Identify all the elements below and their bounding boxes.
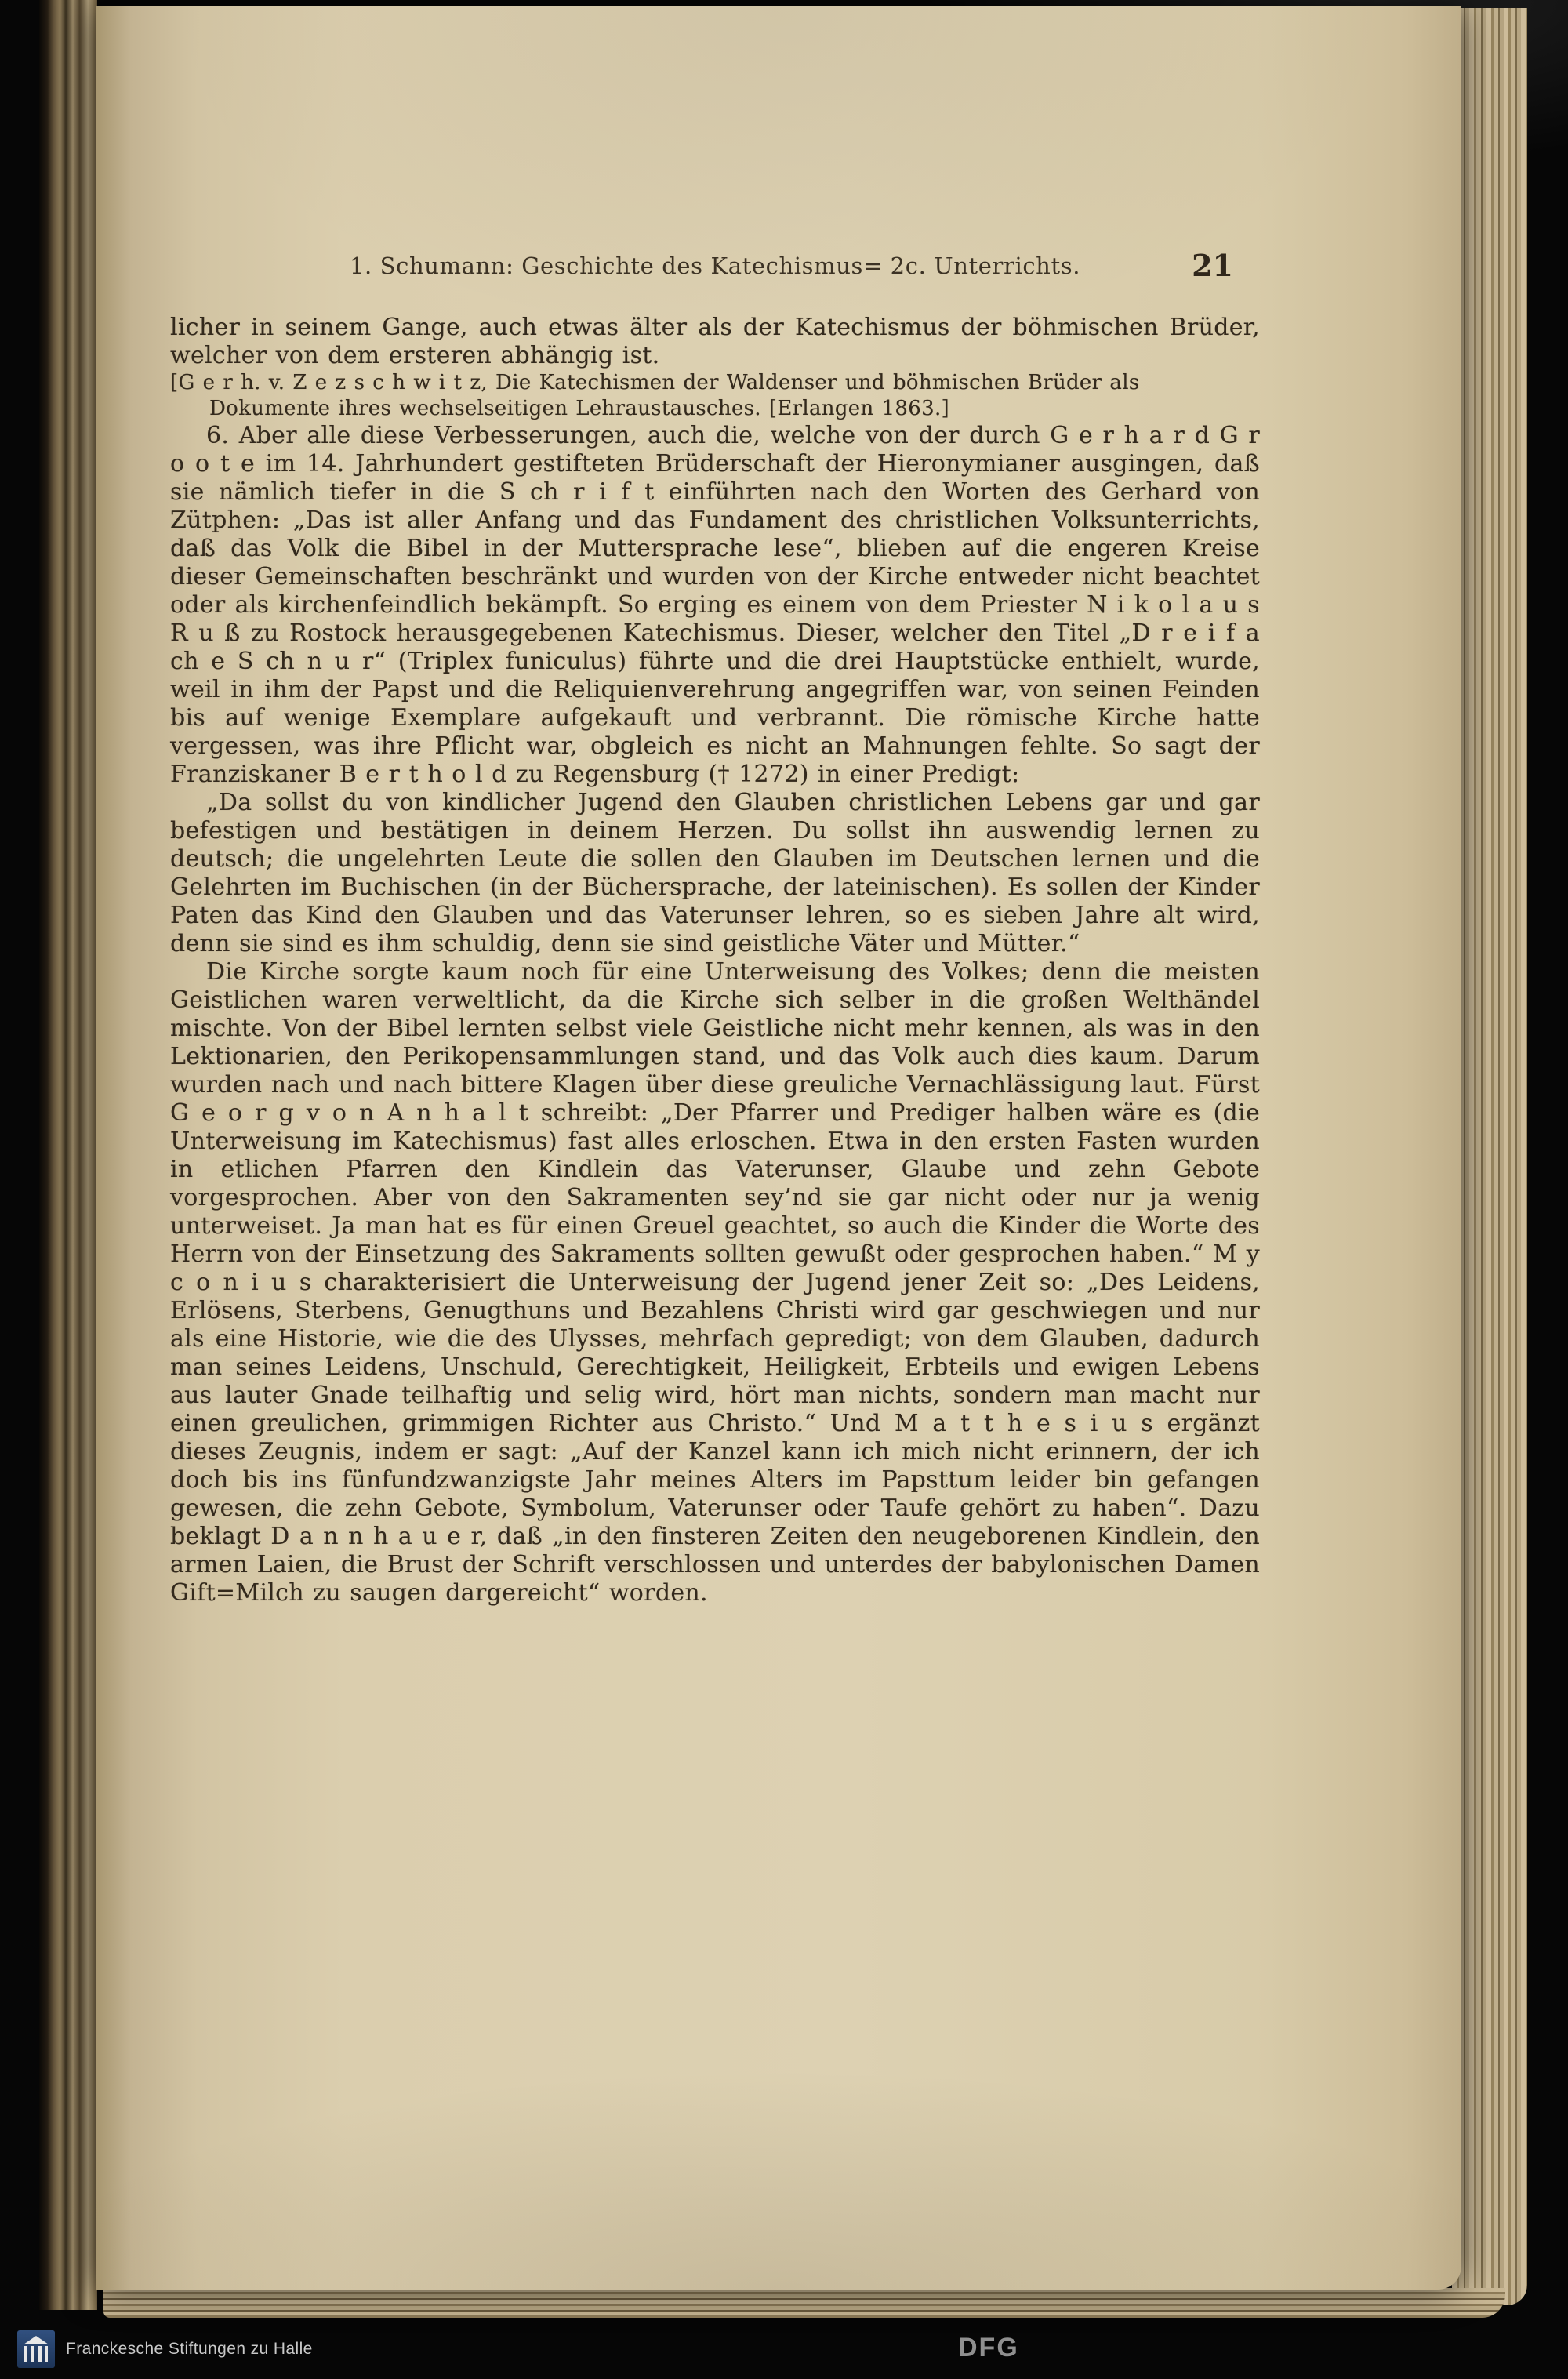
scan-footer-bar (0, 2318, 1568, 2379)
book-gutter-edge (39, 0, 97, 2310)
footer-institution-label: Franckesche Stiftungen zu Halle (66, 2340, 313, 2358)
footer-institution (17, 2330, 313, 2368)
dfg-logo: DFG (958, 2333, 1019, 2363)
logo-pillars-shape (24, 2346, 48, 2362)
running-head-title: 1. Schumann: Geschichte des Katechismus= 2c. Unterrichts. (349, 252, 1081, 279)
paragraph-berthold-quote: „Da sollst du von kindlicher Jugend den Glauben christlichen Lebens gar und gar befestigen und bestätigen in deinem Herzen. Du sollst ihn auswendig lernen zu deutsch; die ungelehrten Leute die sollen den Glauben im Deutschen lernen und die Gelehrten im Buchischen (in der Büchersprache, der lateinischen). Es sollen der Kinder Paten das Kind den Glauben und das Vaterunser lehren, so es sieben Jahre alt wird, denn sie sind es ihm schuldig, denn sie sind geistliche Väter und Mütter.“ (170, 789, 1260, 957)
running-head (170, 248, 1260, 283)
page-fore-edge-stack (1452, 8, 1527, 2305)
paragraph-continuation: licher in seinem Gange, auch etwas älter als der Katechismus der böhmischen Brüder, welcher von dem ersteren abhängig ist. (170, 314, 1260, 369)
body-text-block (170, 314, 1260, 1607)
paragraph-bibliographic-note: [G e r h. v. Z e z s c h w i t z, Die Katechismen der Waldenser und böhmischen Brüder als Dokumente ihres wechselseitigen Lehraustausches. [Erlangen 1863.] (170, 371, 1140, 420)
paragraph-final: Die Kirche sorgte kaum noch für eine Unterweisung des Volkes; denn die meisten Geistlichen waren verweltlicht, da die Kirche sich selber in die großen Welthändel mischte. Von der Bibel lernten selbst viele Geistliche nicht mehr kennen, als was in den Lektionarien, den Perikopensammlungen stand, und das Volk auch dies kaum. Darum wurden nach und nach bittere Klagen über diese greuliche Vernachlässigung laut. Fürst G e o r g v o n A n h a l t schreibt: „Der Pfarrer und Prediger halben wäre es (die Unterweisung im Katechismus) fast alles erloschen. Etwa in den ersten Fasten wurden in etlichen Pfarren den Kindlein das Vaterunser, Glaube und zehn Gebote vorgesprochen. Aber von den Sakramenten sey’nd sie gar nicht oder nur ja wenig unterweiset. Ja man hat es für einen Greuel geachtet, so auch die Kinder die Worte des Herrn von der Einsetzung des Sakraments sollten gewußt oder gesprochen haben.“ M y c o n i u s charakterisiert die Unterweisung der Jugend jener Zeit so: „Des Leidens, Erlösens, Sterbens, Genugthuns und Bezahlens Christi wird gar geschwiegen und nur als eine Historie, wie die des Ulysses, mehrfach gepredigt; von dem Glauben, dadurch man seines Leidens, Unschuld, Gerechtigkeit, Heiligkeit, Erbteils und ewigen Lebens aus lauter Gnade teilhaftig und selig wird, hört man nichts, sondern man macht nur einen greulichen, grimmigen Richter aus Christo.“ Und M a t t h e s i u s ergänzt dieses Zeugnis, indem er sagt: „Auf der Kanzel kann ich mich nicht erinnern, der ich doch bis ins fünfundzwanzigste Jahr meines Alters im Papsttum leider bin gefangen gewesen, die zehn Gebote, Symbolum, Vaterunser oder Taufe gehört zu haben“. Dazu beklagt D a n n h a u e r, daß „in den finsteren Zeiten den neugeborenen Kindlein, den armen Laien, die Brust der Schrift verschlossen und unterdes der babylonischen Damen Gift=Milch zu saugen dargereicht“ worden. (170, 958, 1260, 1607)
page-bottom-edge-stack (103, 2288, 1505, 2318)
page-number: 21 (1192, 248, 1233, 283)
logo-roof-shape (24, 2336, 49, 2344)
franckesche-stiftungen-logo-icon (17, 2330, 55, 2368)
paragraph-section-6: 6. Aber alle diese Verbesserungen, auch die, welche von der durch G e r h a r d G r o o t e im 14. Jahrhundert gestifteten Brüderschaft der Hieronymianer ausgingen, daß sie nämlich tiefer in die S ch r i f t einführten nach den Worten des Gerhard von Zütphen: „Das ist aller Anfang und das Fundament des christlichen Volksunterrichts, daß das Volk die Bibel in der Muttersprache lese“, blieben auf die engeren Kreise dieser Gemeinschaften beschränkt und wurden von der Kirche entweder nicht beachtet oder als kirchenfeindlich bekämpft. So erging es einem von dem Priester N i k o l a u s R u ß zu Rostock herausgegebenen Katechismus. Dieser, welcher den Titel „D r e i f a ch e S ch n u r“ (Triplex funiculus) führte und die drei Hauptstücke enthielt, wurde, weil in ihm der Papst und die Reliquienverehrung angegriffen war, von seinen Feinden bis auf wenige Exemplare aufgekauft und verbrannt. Die römische Kirche hatte vergessen, was ihre Pflicht war, obgleich es nicht an Mahnungen fehlte. So sagt der Franziskaner B e r t h o l d zu Regensburg († 1272) in einer Predigt: (170, 422, 1260, 788)
book-page (96, 6, 1461, 2290)
